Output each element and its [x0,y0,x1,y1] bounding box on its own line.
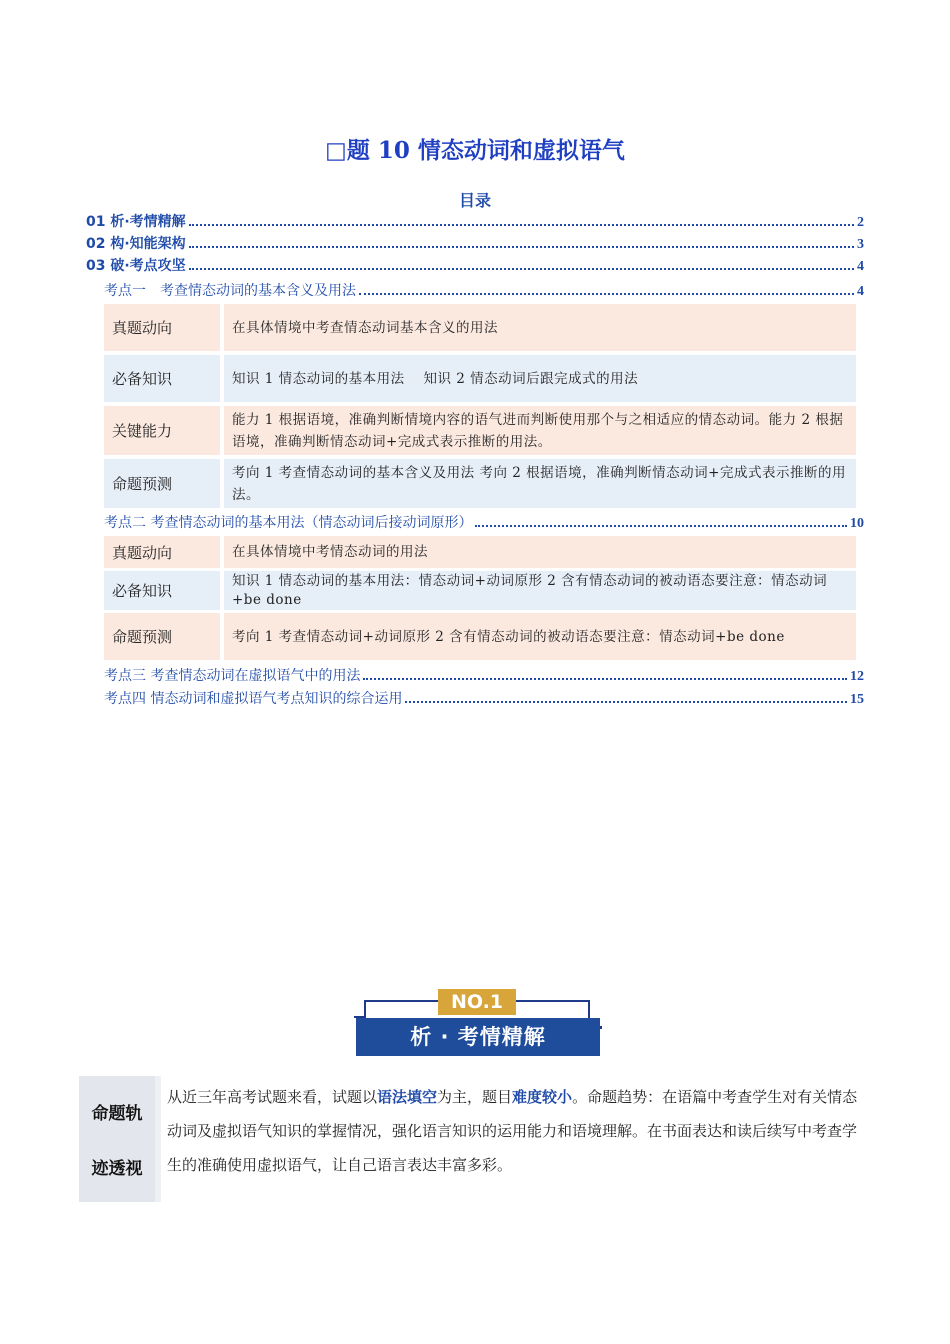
toc-leader-dots [189,245,854,248]
toc-entry-point-2[interactable] [104,512,864,532]
section-title: 析 · 考情精解 [356,1018,600,1056]
table-row [104,613,856,660]
toc-entry-page: 10 [850,516,864,531]
table-row [104,536,856,568]
row-value: 在具体情境中考情态动词的用法 [224,536,856,568]
document-title: □题 10 情态动词和虚拟语气 [325,137,625,164]
section-number: NO.1 [438,989,516,1015]
toc-entry-analysis[interactable] [86,211,864,231]
table-row [104,355,856,402]
badge-decor-line [588,1000,590,1018]
trend-label-top: 命题轨 [91,1104,143,1124]
toc-leader-dots [363,677,847,680]
trend-highlight: 语法填空 [377,1088,438,1106]
table-row [104,304,856,351]
toc-entry-label: 03 破·考点攻坚 [86,258,186,274]
trend-text-part: 。命题趋势：在语篇中考查学生对有关情态动词及虚拟语气知识的掌握情况，强化语言知识的运用能力和语境理解。在书面表达和读后续写中考查学生的准确使用虚拟语气，让自己语言表达丰富多彩。 [167,1088,858,1174]
toc-heading: 目录 [458,191,491,210]
toc-leader-dots [189,223,854,226]
badge-decor-line [364,1000,438,1002]
row-value: 考向 1 考查情态动词的基本含义及用法 考向 2 根据语境，准确判断情态动词+完成式表示推断的用法。 [224,459,856,508]
trend-highlight: 难度较小 [512,1088,573,1106]
row-key: 关键能力 [104,406,220,455]
exam-trend-box [79,1076,871,1202]
toc-entry-page: 15 [850,692,864,707]
toc-leader-dots [475,524,847,527]
toc-entry-page: 4 [857,284,864,299]
table-row [104,571,856,610]
row-value: 在具体情境中考查情态动词基本含义的用法 [224,304,856,351]
toc-leader-dots [189,267,854,270]
toc-entry-label: 考点三 考查情态动词在虚拟语气中的用法 [104,668,361,684]
toc-entry-point-1[interactable] [104,280,864,300]
toc-leader-dots [405,700,847,703]
toc-entry-label: 考点二 考查情态动词的基本用法（情态动词后接动词原形） [104,515,473,531]
trend-label [79,1076,155,1202]
toc-entry-label: 01 析·考情精解 [86,214,186,230]
trend-text [161,1076,871,1202]
toc-leader-dots [359,292,854,295]
toc-entry-label: 02 构·知能架构 [86,236,186,252]
toc-entry-page: 2 [857,215,864,230]
point-2-table [104,536,856,662]
toc-entry-framework[interactable] [86,233,864,253]
table-row [104,406,856,455]
row-value: 考向 1 考查情态动词+动词原形 2 含有情态动词的被动语态要注意：情态动词+be done [224,613,856,660]
point-1-table [104,304,856,510]
row-value: 知识 1 情态动词的基本用法：情态动词+动词原形 2 含有情态动词的被动语态要注意：情态动词+be done [224,571,856,610]
toc-entry-point-3[interactable] [104,665,864,685]
section-badge [354,988,604,1060]
toc-entry-label: 考点四 情态动词和虚拟语气考点知识的综合运用 [104,691,403,707]
row-key: 真题动向 [104,304,220,351]
badge-decor-line [364,1000,366,1018]
trend-text-part: 为主，题目 [437,1088,513,1106]
toc-entry-point-4[interactable] [104,688,864,708]
row-value: 知识 1 情态动词的基本用法 知识 2 情态动词后跟完成式的用法 [224,355,856,402]
toc-entry-page: 4 [857,259,864,274]
trend-text-part: 从近三年高考试题来看，试题以 [167,1088,378,1106]
toc-entry-page: 12 [850,669,864,684]
badge-decor-line [516,1000,590,1002]
row-key: 必备知识 [104,355,220,402]
toc-entry-page: 3 [857,237,864,252]
table-row [104,459,856,508]
row-key: 真题动向 [104,536,220,568]
toc-entry-breakthrough[interactable] [86,255,864,275]
row-value: 能力 1 根据语境，准确判断情境内容的语气进而判断使用那个与之相适应的情态动词。能力 2 根据语境，准确判断情态动词+完成式表示推断的用法。 [224,406,856,455]
row-key: 命题预测 [104,459,220,508]
toc-entry-label: 考点一 考查情态动词的基本含义及用法 [104,283,356,299]
trend-label-bottom: 迹透视 [91,1159,143,1179]
row-key: 必备知识 [104,571,220,610]
row-key: 命题预测 [104,613,220,660]
